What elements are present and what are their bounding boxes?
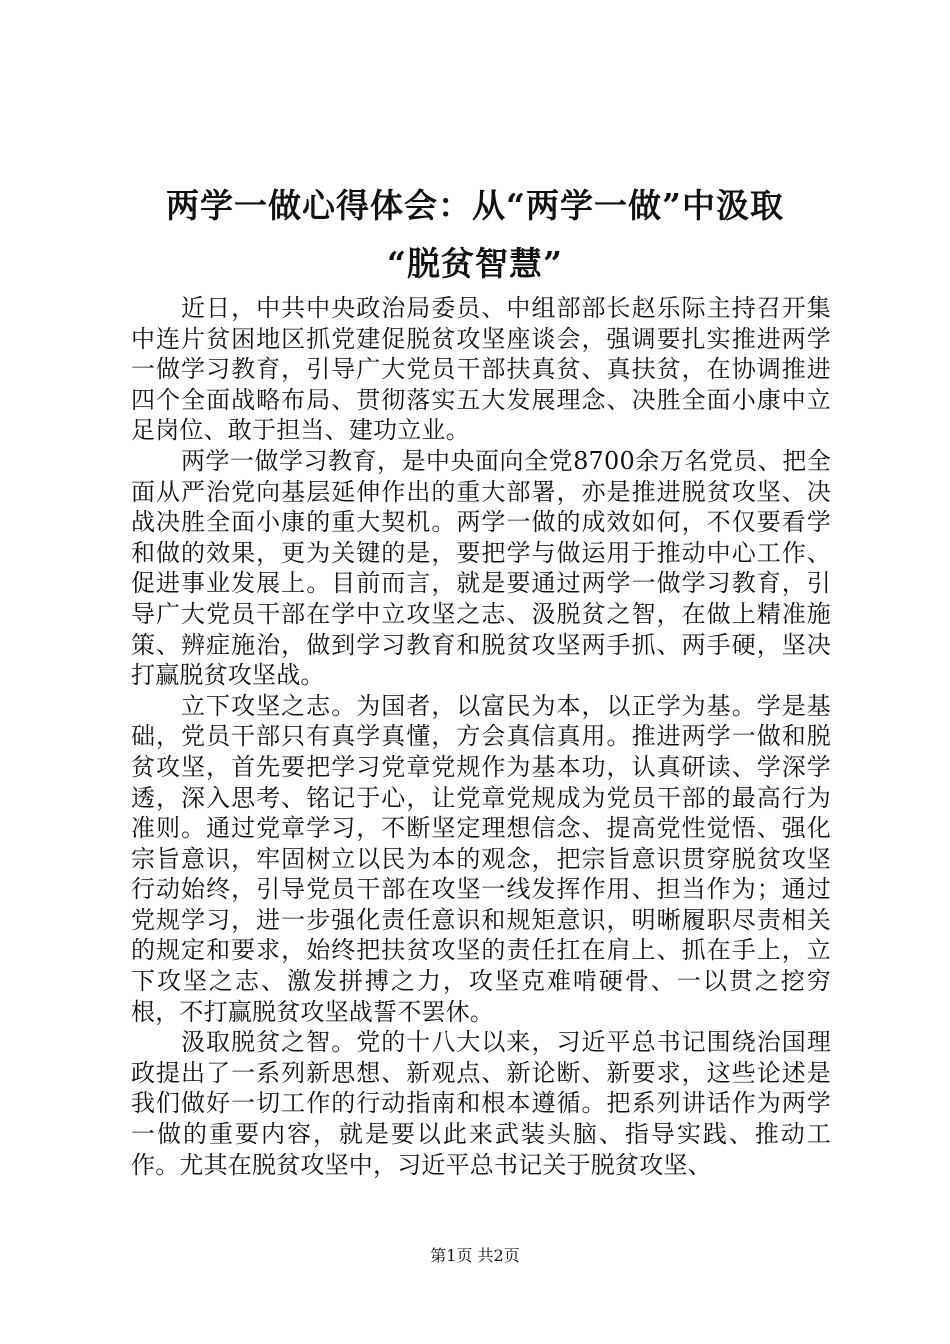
- document-title-line-1: 两学一做心得体会：从“两学一做”中汲取: [166, 186, 784, 225]
- paragraph-4: 汲取脱贫之智。党的十八大以来，习近平总书记围绕治国理政提出了一系列新思想、新观点、新论断、新要求，这些论述是我们做好一切工作的行动指南和根本遵循。把系列讲话作为两学一做的重要内容，就是要以此来武装头脑、指导实践、推动工作。尤其在脱贫攻坚中，习近平总书记关于脱贫攻坚、: [131, 1028, 831, 1179]
- document-title-line-2: “脱贫智慧”: [387, 244, 563, 283]
- document-body: [131, 293, 831, 1180]
- paragraph-1: 近日，中共中央政治局委员、中组部部长赵乐际主持召开集中连片贫困地区抓党建促脱贫攻坚座谈会，强调要扎实推进两学一做学习教育，引导广大党员干部扶真贫、真扶贫，在协调推进四个全面战略布局、贯彻落实五大发展理念、决胜全面小康中立足岗位、敢于担当、建功立业。: [131, 294, 831, 445]
- paragraph-2: 两学一做学习教育，是中央面向全党8700余万名党员、把全面从严治党向基层延伸作出的重大部署，亦是推进脱贫攻坚、决战决胜全面小康的重大契机。两学一做的成效如何，不仅要看学和做的效果，更为关键的是，要把学与做运用于推动中心工作、促进事业发展上。目前而言，就是要通过两学一做学习教育，引导广大党员干部在学中立攻坚之志、汲脱贫之智，在做上精准施策、辨症施治，做到学习教育和脱贫攻坚两手抓、两手硬，坚决打赢脱贫攻坚战。: [131, 446, 831, 690]
- paragraph-3: 立下攻坚之志。为国者，以富民为本，以正学为基。学是基础，党员干部只有真学真懂，方会真信真用。推进两学一做和脱贫攻坚，首先要把学习党章党规作为基本功，认真研读、学深学透，深入思考、铭记于心，让党章党规成为党员干部的最高行为准则。通过党章学习，不断坚定理想信念、提高党性觉悟、强化宗旨意识，牢固树立以民为本的观念，把宗旨意识贯穿脱贫攻坚行动始终，引导党员干部在攻坚一线发挥作用、担当作为；通过党规学习，进一步强化责任意识和规矩意识，明晰履职尽责相关的规定和要求，始终把扶贫攻坚的责任扛在肩上、抓在手上，立下攻坚之志、激发拼搏之力，攻坚克难啃硬骨、一以贯之挖穷根，不打赢脱贫攻坚战誓不罢休。: [131, 691, 831, 1026]
- page-number-footer: 第1页 共2页: [430, 1246, 520, 1265]
